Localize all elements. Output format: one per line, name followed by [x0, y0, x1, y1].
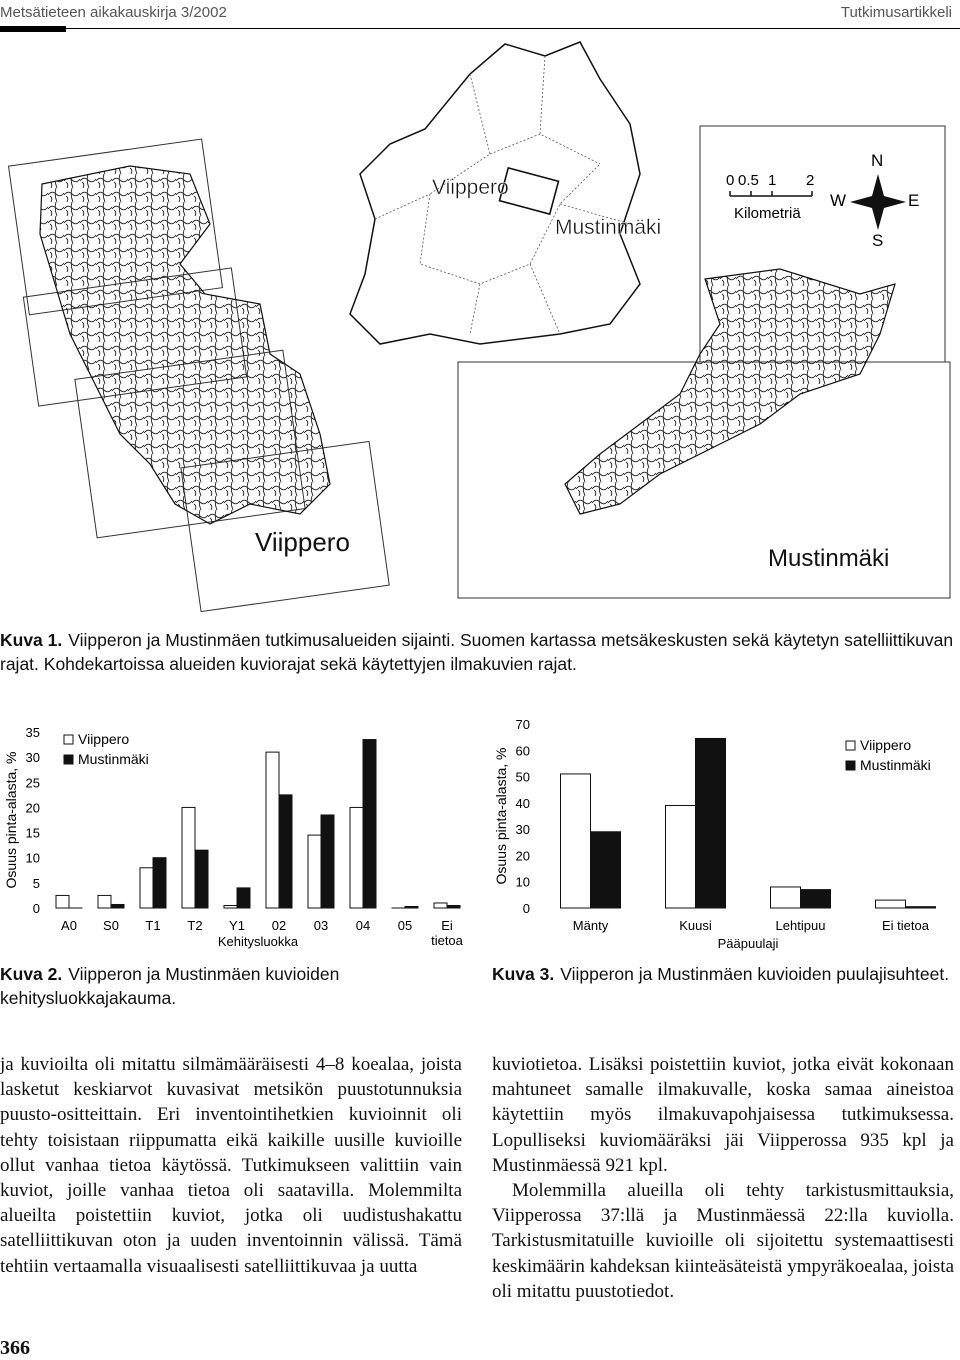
legend-label-mustinmäki: Mustinmäki — [78, 751, 149, 767]
y-tick-label: 10 — [516, 875, 530, 890]
bar-viippero-4 — [224, 905, 237, 908]
y-tick-label: 20 — [26, 800, 40, 815]
figure1-caption-text: Viipperon ja Mustinmäen tutkimusalueiden sijainti. Suomen kartassa metsäkeskusten sekä käytetyn satelliittikuvan rajat. Kohdekartoissa alueiden kuviorajat sekä käytettyjen ilmakuvien rajat. — [0, 630, 953, 674]
legend-swatch-mustinmäki — [846, 761, 855, 770]
body-paragraph: Molemmilla alueilla oli tehty tarkistusmittauksia, Viipperossa 37:llä ja Mustinmäessä 22:lla kuviolla. Tarkistusmitatuille kuvioille oli sijoitettu systemaattisesti keskimäärin kahdeksan kiinteäsäteistä ympyräkoealaa, joista oli mitattu puustotiedot. — [492, 1178, 954, 1304]
bar-mustinmäki-1 — [111, 904, 124, 908]
y-tick-label: 40 — [516, 796, 530, 811]
bar-viippero-1 — [666, 805, 696, 908]
scale-tick-0: 0 — [726, 172, 734, 189]
legend-label-viippero: Viippero — [860, 737, 911, 753]
scale-bar — [726, 172, 814, 222]
y-tick-label: 70 — [516, 717, 530, 732]
x-tick-label: T1 — [145, 918, 160, 933]
y-tick-label: 30 — [516, 822, 530, 837]
x-tick-label: 04 — [356, 918, 370, 933]
compass-w: W — [830, 191, 846, 210]
bar-viippero-2 — [771, 887, 801, 908]
chart-puulaji — [490, 712, 960, 956]
x-tick-label: Ei tietoa — [431, 918, 464, 948]
bar-mustinmäki-1 — [696, 738, 726, 908]
bar-viippero-7 — [350, 807, 363, 908]
bar-mustinmäki-4 — [237, 888, 250, 908]
y-tick-label: 50 — [516, 770, 530, 785]
figure3-caption-label: Kuva 3. — [492, 964, 554, 984]
x-tick-label: 03 — [314, 918, 328, 933]
x-tick-label: T2 — [187, 918, 202, 933]
bar-viippero-2 — [140, 868, 153, 908]
figure3-caption — [492, 962, 954, 986]
legend-label-viippero: Viippero — [78, 731, 129, 747]
y-tick-label: 15 — [26, 826, 40, 841]
page-number: 366 — [0, 1337, 30, 1360]
bar-mustinmäki-5 — [279, 795, 292, 908]
north-arrow-icon — [830, 151, 919, 250]
viippero-stand-area — [40, 166, 330, 524]
map-label-viippero-small: Viippero — [432, 176, 509, 199]
map-label-mustinmaki-large: Mustinmäki — [768, 545, 889, 572]
bar-viippero-0 — [561, 774, 591, 908]
header-bar — [0, 26, 66, 32]
bar-viippero-5 — [266, 752, 279, 908]
legend-swatch-viippero — [64, 735, 73, 744]
legend-label-mustinmäki: Mustinmäki — [860, 757, 931, 773]
bar-mustinmäki-3 — [906, 907, 936, 908]
y-tick-label: 10 — [26, 851, 40, 866]
study-area-map — [0, 34, 960, 620]
bar-viippero-3 — [876, 900, 906, 908]
body-column-right — [492, 1052, 954, 1304]
y-tick-label: 0 — [33, 901, 40, 916]
bar-mustinmäki-0 — [591, 832, 621, 908]
bar-mustinmäki-2 — [801, 890, 831, 908]
bar-viippero-6 — [308, 835, 321, 908]
bar-mustinmäki-3 — [195, 850, 208, 908]
scale-tick-1: 1 — [768, 172, 776, 189]
legend-swatch-mustinmäki — [64, 755, 73, 764]
compass-e: E — [908, 191, 919, 210]
y-axis-label: Osuus pinta-alasta, % — [493, 748, 509, 885]
header-rule — [66, 28, 960, 29]
x-tick-label: 02 — [272, 918, 286, 933]
bar-mustinmäki-6 — [321, 815, 334, 908]
bar-mustinmäki-2 — [153, 858, 166, 908]
x-axis-label: Kehitysluokka — [218, 934, 299, 949]
bar-mustinmäki-9 — [447, 905, 460, 908]
bar-mustinmäki-8 — [405, 906, 418, 908]
journal-title: Metsätieteen aikakauskirja 3/2002 — [0, 4, 227, 21]
body-paragraph: kuviotietoa. Lisäksi poistettiin kuviot, jotka eivät kokonaan mahtuneet samalle ilmakuvalle, koska samaa aineistoa käytettiin myös ilmakuvapohjaisessa tutkimuksessa. Lopulliseksi kuviomääräksi jäi Viipperossa 935 kpl ja Mustinmäessä 921 kpl. — [492, 1052, 954, 1178]
y-tick-label: 25 — [26, 775, 40, 790]
chart-kehitysluokka — [0, 712, 470, 956]
y-tick-label: 60 — [516, 743, 530, 758]
figure2-caption — [0, 962, 460, 1010]
bar-viippero-1 — [98, 895, 111, 908]
figure1-caption-label: Kuva 1. — [0, 630, 62, 650]
x-tick-label: Kuusi — [679, 918, 712, 933]
y-tick-label: 35 — [26, 725, 40, 740]
figure1-caption — [0, 628, 955, 676]
x-tick-label: S0 — [103, 918, 119, 933]
section-name: Tutkimusartikkeli — [841, 4, 952, 21]
compass-s: S — [872, 231, 883, 250]
y-tick-label: 30 — [26, 750, 40, 765]
x-tick-label: Ei tietoa — [882, 918, 930, 933]
bar-viippero-9 — [434, 903, 447, 908]
figure2-caption-label: Kuva 2. — [0, 964, 62, 984]
x-tick-label: A0 — [61, 918, 77, 933]
legend-swatch-viippero — [846, 741, 855, 750]
scale-tick-2: 2 — [806, 172, 814, 189]
figure3-caption-text: Viipperon ja Mustinmäen kuvioiden puulajisuhteet. — [560, 964, 949, 984]
body-paragraph: ja kuvioilta oli mitattu silmämääräisesti 4–8 koealaa, joista lasketut keskiarvot kuvasivat metsikön puustotunnuksia puusto-ositteittain. Eri inventointihetkien kuvioinnit oli tehty toisistaan riippumatta eikä kaikille uusille kuvioille ollut vanhaa tietoa käytössä. Tutkimukseen valittiin vain kuviot, joille vanhaa tietoa oli saatavilla. Molemmilta alueilta poistettiin kuviot, jotka oli uudistushakattu satelliittikuvan oton ja uuden inventoinnin välissä. Tämä tehtiin vertaamalla visuaalisesti satelliittikuvaa ja uutta — [0, 1052, 462, 1279]
scale-tick-05: 0.5 — [738, 172, 759, 189]
figure2-caption-text: Viipperon ja Mustinmäen kuvioiden kehitysluokkajakauma. — [0, 964, 339, 1008]
y-tick-label: 0 — [523, 901, 530, 916]
bar-mustinmäki-7 — [363, 740, 376, 908]
bar-viippero-3 — [182, 807, 195, 908]
x-axis-label: Pääpuulaji — [718, 936, 779, 951]
x-tick-label: 05 — [398, 918, 412, 933]
map-label-viippero-large: Viippero — [255, 527, 350, 557]
body-column-left — [0, 1052, 462, 1279]
bar-viippero-0 — [56, 895, 69, 908]
x-tick-label: Y1 — [229, 918, 245, 933]
x-tick-label: Lehtipuu — [776, 918, 826, 933]
scale-unit: Kilometriä — [734, 205, 801, 222]
map-label-mustinmaki-small: Mustinmäki — [555, 216, 661, 239]
y-tick-label: 5 — [33, 876, 40, 891]
y-axis-label: Osuus pinta-alasta, % — [3, 752, 19, 889]
x-tick-label: Mänty — [573, 918, 609, 933]
compass-n: N — [871, 151, 883, 170]
y-tick-label: 20 — [516, 848, 530, 863]
